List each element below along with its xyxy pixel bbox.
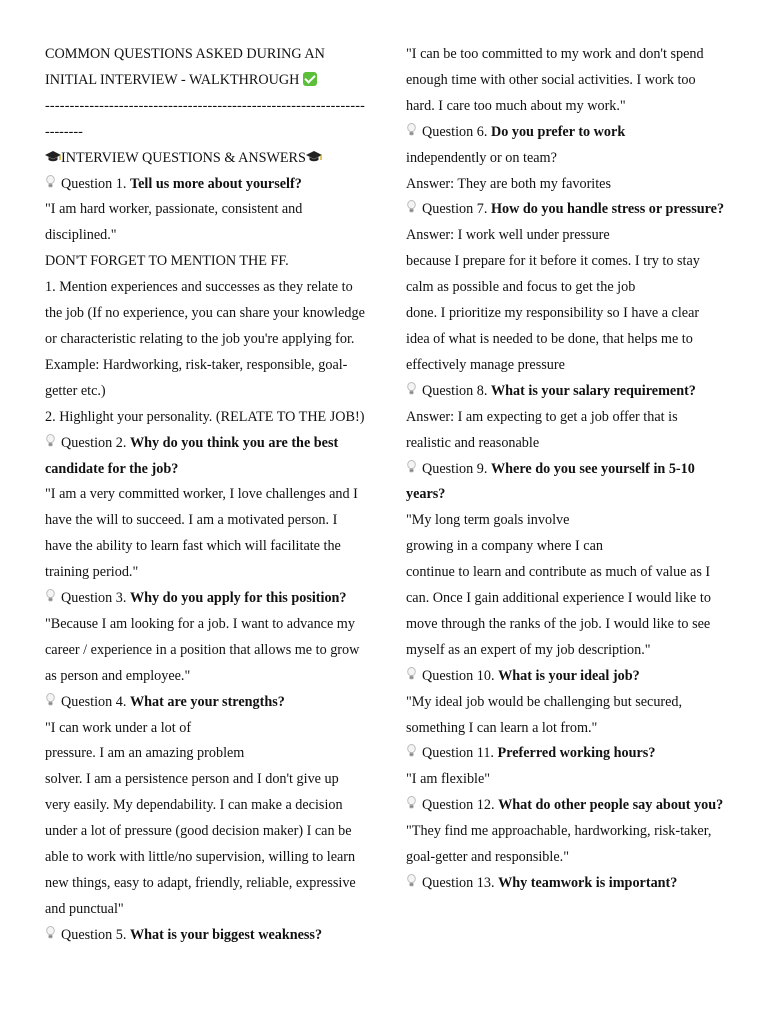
check-mark-icon [303,72,317,86]
answer-1-note: DON'T FORGET TO MENTION THE FF. [45,253,289,270]
answer-10: "My ideal job would be challenging but secured, something I can learn a lot from." [406,693,683,736]
light-bulb-icon [407,382,416,396]
answer-7-line-2: because I prepare for it before it comes. I try to stay calm as possible and focus to get the job [406,253,700,296]
light-bulb-icon [407,796,416,810]
answer-4-line-2: pressure. I am an amazing problem [45,745,245,762]
light-bulb-icon [407,123,416,137]
answer-3: "Because I am looking for a job. I want to advance my career / experience in a position that allows me to grow as person and employee." [45,615,360,684]
answer-7-line-1: Answer: I work well under pressure [406,227,610,244]
light-bulb-icon [46,693,55,707]
doc-title-line-2: INITIAL INTERVIEW - WALKTHROUGH [45,68,367,94]
right-column [406,42,726,897]
question-1: Question 1. Tell us more about yourself? [45,172,367,198]
light-bulb-icon [407,667,416,681]
answer-4: solver. I am a persistence person and I don't give up very easily. My dependability. I can make a decision under a lot of pressure (good decision maker) I can be able to work with little/no supervision, willing to learn new things, easy to adapt, friendly, reliable, expressive and punctual" [45,771,356,917]
answer-1-point-2: 2. Highlight your personality. (RELATE TO THE JOB!) [45,408,365,425]
question-10: Question 10. What is your ideal job? [406,664,726,690]
question-6-continued: independently or on team? [406,149,557,166]
answer-1: "I am hard worker, passionate, consistent and disciplined." [45,201,303,244]
question-4: Question 4. What are your strengths? [45,690,367,716]
question-7: Question 7. How do you handle stress or pressure? [406,197,726,223]
graduation-cap-icon [306,147,322,160]
answer-5: "I can be too committed to my work and don't spend enough time with other social activities. I work too hard. I care too much about my work." [406,46,704,114]
answer-7-line-3: done. I prioritize my responsibility so I have a clear idea of what is needed to be done, that helps me to effectively manage pressure [406,305,700,373]
answer-9: continue to learn and contribute as much of value as I can. Once I gain additional experience I would like to move through the ranks of the job. I would like to see myself as an expert of my job description." [406,564,711,658]
answer-6: Answer: They are both my favorites [406,175,612,192]
answer-1-point-1: 1. Mention experiences and successes as they relate to the job (If no experience, you can share your knowledge or characteristic relating to the job you're applying for. Example: Hardworking, risk-taker, responsible, goal-getter etc.) [45,279,365,399]
question-12: Question 12. What do other people say about you? [406,793,726,819]
question-3: Question 3. Why do you apply for this position? [45,586,367,612]
light-bulb-icon [407,460,416,474]
light-bulb-icon [407,200,416,214]
answer-9-line-2: growing in a company where I can [406,538,603,555]
question-5: Question 5. What is your biggest weakness? [45,923,367,949]
answer-4-line-1: "I can work under a lot of [45,719,192,736]
light-bulb-icon [407,874,416,888]
divider-line: ----------------------------------------------------------------- [45,97,366,114]
graduation-cap-icon [45,147,61,160]
question-13: Question 13. Why teamwork is important? [406,871,726,897]
answer-2: "I am a very committed worker, I love challenges and I have the will to succeed. I am a motivated person. I have the ability to learn fast which will facilitate the training period." [45,486,358,581]
light-bulb-icon [46,589,55,603]
question-11: Question 11. Preferred working hours? [406,741,726,767]
light-bulb-icon [46,175,55,189]
section-heading: INTERVIEW QUESTIONS & ANSWERS [45,146,367,172]
answer-8: Answer: I am expecting to get a job offer that is realistic and reasonable [406,408,678,451]
light-bulb-icon [46,434,55,448]
question-2: Question 2. Why do you think you are the best candidate for the job? [45,434,339,477]
question-6: Question 6. Do you prefer to work [406,120,726,146]
doc-title-line-1: COMMON QUESTIONS ASKED DURING AN [45,46,325,62]
left-column [45,42,367,949]
divider-line-end: -------- [45,123,83,140]
question-8: Question 8. What is your salary requirement? [406,379,726,405]
light-bulb-icon [407,744,416,758]
question-9: Question 9. Where do you see yourself in 5-10 years? [406,460,695,503]
answer-9-line-1: "My long term goals involve [406,512,570,529]
answer-12: "They find me approachable, hardworking, risk-taker, goal-getter and responsible." [406,823,712,866]
answer-11: "I am flexible" [406,771,491,788]
light-bulb-icon [46,926,55,940]
